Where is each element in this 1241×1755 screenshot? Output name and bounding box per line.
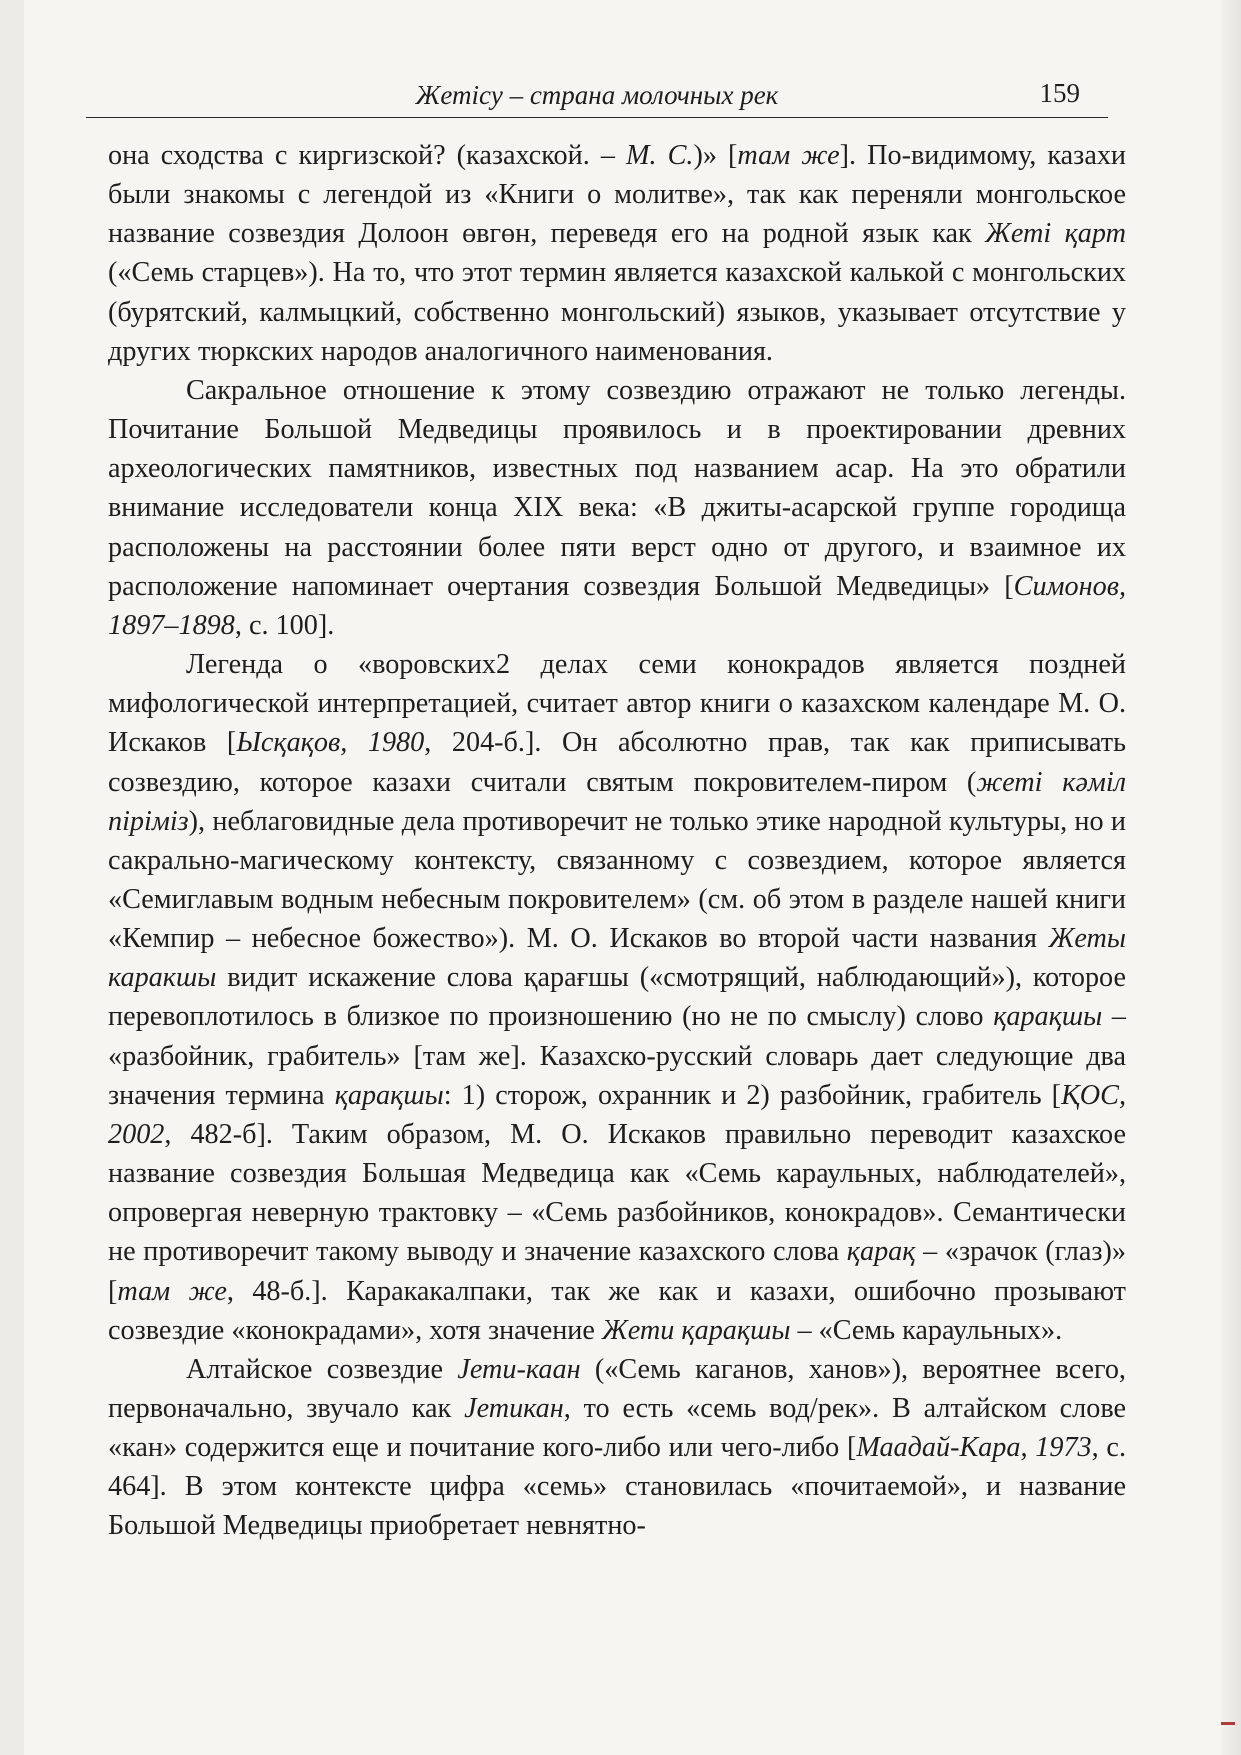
italic-text-run: Маадай-Кара, 1973 bbox=[856, 1432, 1092, 1464]
text-run: – «разбойник, грабитель» [там же]. Казахско-русский словарь дает следующие два значения термина bbox=[108, 1001, 1127, 1111]
italic-text-run: там же bbox=[737, 140, 840, 171]
book-page bbox=[24, 0, 1224, 1755]
text-run: видит искажение слова қарағшы («смотрящий, наблюдающий»), которое перевоплотилось в близкое по произношению (но не по смыслу) слово bbox=[108, 962, 1126, 1033]
text-run: ]. По-видимому, казахи были знакомы с легендой из «Книги о молитве», так как переняли монгольское название созвездия Долоон өвгөн, переведя его на родной язык как bbox=[108, 140, 1127, 250]
text-run: : 1) сторож, охранник и 2) разбойник, грабитель [ bbox=[443, 1079, 1062, 1111]
italic-text-run: ҚОС, 2002 bbox=[108, 1079, 1127, 1150]
text-run: , с. 100]. bbox=[234, 609, 335, 641]
italic-text-run: М. С. bbox=[626, 140, 694, 171]
text-run: , 48-б.]. Каракакалпаки, так же как и казахи, ошибочно прозывают созвездие «конокрадами», хотя значение bbox=[108, 1275, 1126, 1346]
page-number: 159 bbox=[1039, 78, 1080, 108]
header-rule bbox=[86, 117, 1108, 118]
scan-edge bbox=[1221, 0, 1241, 1755]
text-run: Легенда о «воровских2 делах семи конокрадов является поздней мифологической интерпретацией, считает автор книги о казахском календаре М. О. Искаков [ bbox=[108, 649, 1126, 759]
text-run: )» [ bbox=[693, 140, 738, 171]
italic-text-run: қарақшы bbox=[993, 1001, 1103, 1033]
italic-text-run: Жеты каракшы bbox=[108, 923, 1126, 994]
italic-text-run: Ысқақов, 1980 bbox=[236, 727, 425, 759]
body-text bbox=[108, 136, 1126, 1546]
text-run: («Семь каганов, ханов»), вероятнее всего, первоначально, звучало как bbox=[108, 1353, 1126, 1424]
text-run: ), неблаговидные дела противоречит не только этике народной культуры, но и сакрально-магическому контексту, связанному с созвездием, которое является «Семиглавым водным небесным покровителем» (см. об этом в разделе нашей книги «Кемпир – небесное божество»). М. О. Искаков во второй части названия bbox=[108, 805, 1126, 955]
text-run: она сходства с киргизской? (казахской. – bbox=[108, 140, 626, 171]
text-run: , то есть «семь вод/рек». В алтайском слове «кан» содержится еще и почитание кого-либо или чего-либо [ bbox=[108, 1393, 1127, 1464]
paragraph bbox=[108, 1350, 1126, 1546]
page-header bbox=[86, 74, 1108, 118]
italic-text-run: Јети-каан bbox=[457, 1353, 581, 1385]
text-run: – «зрачок (глаз)» [ bbox=[108, 1236, 1126, 1307]
text-run: , 204-б.]. Он абсолютно прав, так как приписывать созвездию, которое казахи считали святым покровителем-пиром ( bbox=[108, 727, 1126, 798]
italic-text-run: жеті кәміл піріміз bbox=[108, 766, 1126, 837]
italic-text-run: қарақ bbox=[846, 1236, 916, 1268]
italic-text-run: Симонов, 1897–1898 bbox=[108, 570, 1126, 641]
italic-text-run: Жеті қарт bbox=[985, 218, 1126, 250]
italic-text-run: қарақшы bbox=[334, 1079, 444, 1111]
paragraph bbox=[108, 645, 1126, 1350]
text-run: Алтайское созвездие bbox=[186, 1353, 458, 1385]
edge-mark bbox=[1221, 1722, 1235, 1725]
text-run: , 482-б]. Таким образом, М. О. Искаков правильно переводит казахское название созвездия Большая Медведица как «Семь караульных, наблюдателей», опровергая неверную трактовку – «Семь разбойников, конокрадов». Семантически не противоречит такому выводу и значение казахского слова bbox=[108, 1118, 1126, 1268]
text-run: («Семь старцев»). На то, что этот термин является казахской калькой с монгольских (бурятский, калмыцкий, собственно монгольский) языков, указывает отсутствие у других тюркских народов аналогичного наименования. bbox=[108, 257, 1126, 367]
text-run: – «Семь караульных». bbox=[790, 1314, 1063, 1346]
text-run: Сакральное отношение к этому созвездию отражают не только легенды. Почитание Большой Медведицы проявилось и в проектировании древних археологических памятников, известных под названием асар. На это обратили внимание исследователи конца XIX века: «В джиты-асарской группе городища расположены на расстоянии более пяти верст одно от другого, и взаимное их расположение напоминает очертания созвездия Большой Медведицы» [ bbox=[108, 374, 1126, 602]
italic-text-run: там же bbox=[117, 1275, 227, 1307]
italic-text-run: Јетикан bbox=[464, 1393, 564, 1424]
paragraph bbox=[108, 371, 1126, 645]
paragraph bbox=[108, 136, 1126, 371]
text-run: , с. 464]. В этом контексте цифра «семь» становилась «почитаемой», и название Большой Медведицы приобретает невнятно- bbox=[108, 1432, 1126, 1542]
running-title: Жетісу – страна молочных рек bbox=[415, 80, 779, 110]
italic-text-run: Жети қарақшы bbox=[601, 1314, 791, 1346]
